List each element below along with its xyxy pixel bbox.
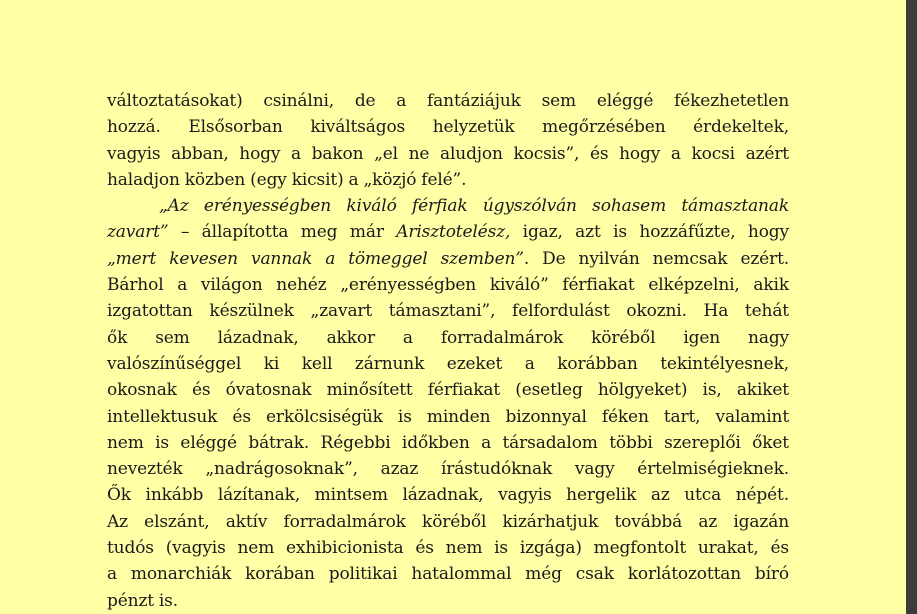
text-line [107,88,789,114]
text-span: ők sem lázadnak, akkor a forradalmárok köréből igen nagy [107,327,789,348]
text-span: – állapította meg már [168,222,397,243]
text-line [107,377,789,403]
text-line [107,114,789,140]
vertical-scrollbar[interactable] [906,0,917,614]
text-span: pénzt is. [107,590,178,611]
text-line [107,272,789,298]
text-span: vagyis abban, hogy a bakon „el ne aludjon kocsis”, és hogy a kocsi azért [107,143,789,164]
text-line [107,167,789,193]
text-span: izgatottan készülnek „zavart támasztani”, felfordulást okozni. Ha tehát [107,301,789,322]
text-line [107,430,789,456]
document-text [107,88,789,614]
text-span: intellektusuk és erkölcsiségük is minden bizonnyal féken tart, valamint [107,406,789,427]
text-span: változtatásokat) csinálni, de a fantáziájuk sem eléggé fékezhetetlen [107,91,789,111]
text-span: Bárhol a világon nehéz „erényességben kiváló” férfiakat elképzelni, akik [107,275,789,296]
text-span: igaz, azt is hozzáfűzte, hogy [510,222,789,243]
text-span: Ők inkább lázítanak, mintsem lázadnak, vagyis hergelik az utca népét. [107,485,789,506]
text-line [107,219,789,245]
italic-text: „Az erényességben kiváló férfiak úgyszólván sohasem támasztanak [159,196,789,217]
text-line [107,404,789,430]
text-line [107,325,789,351]
italic-text: „mert kevesen vannak a tömeggel szemben” [107,248,524,269]
text-span: valószínűséggel ki kell zárnunk ezeket a korábban tekintélyesnek, [107,353,789,374]
text-line [107,456,789,482]
text-span: Az elszánt, aktív forradalmárok köréből kizárhatjuk továbbá az igazán [107,511,789,532]
text-line [107,535,789,561]
text-line [107,351,789,377]
text-line [107,561,789,587]
text-span: haladjon közben (egy kicsit) a „közjó felé”. [107,169,467,190]
text-line [107,193,789,219]
text-line [107,509,789,535]
text-span: hozzá. Elsősorban kiváltságos helyzetük megőrzésében érdekeltek, [107,117,789,138]
text-span: okosnak és óvatosnak minősített férfiakat (esetleg hölgyeket) is, akiket [107,380,789,401]
text-span: . De nyilván nemcsak ezért. [523,248,790,269]
text-line [107,588,789,614]
text-span: nevezték „nadrágosoknak”, azaz írástudóknak vagy értelmiségieknek. [107,459,789,480]
text-line [107,298,789,324]
italic-text: zavart” [107,222,169,243]
text-span: tudós (vagyis nem exhibicionista és nem is izgága) megfontolt urakat, és [107,538,789,559]
text-line [107,141,789,167]
text-line [107,246,789,272]
text-span: nem is eléggé bátrak. Régebbi időkben a társadalom többi szereplői őket [107,432,789,453]
text-line [107,482,789,508]
text-span: a monarchiák korában politikai hatalommal még csak korlátozottan bíró [107,564,789,585]
italic-text: Arisztotelész, [396,222,511,243]
